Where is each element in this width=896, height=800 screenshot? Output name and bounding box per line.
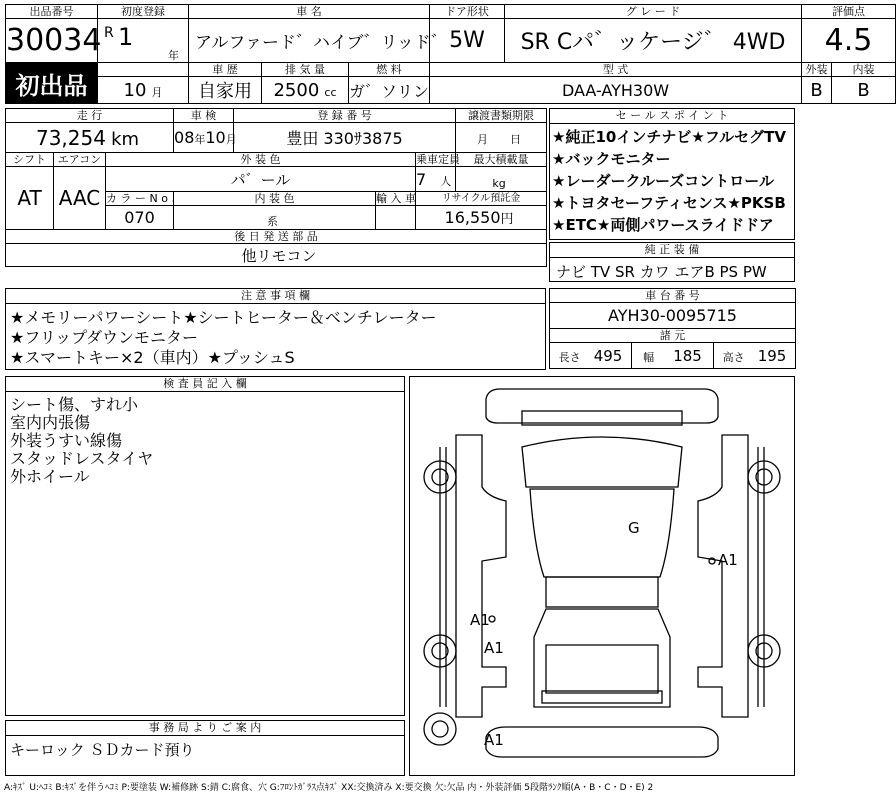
chassis-table bbox=[549, 288, 796, 369]
transfer-cell bbox=[456, 123, 547, 153]
history-label: 車 歴 bbox=[189, 63, 262, 77]
model-code: DAA-AYH30W bbox=[430, 77, 802, 104]
width: 185 bbox=[673, 347, 702, 365]
height: 195 bbox=[757, 347, 787, 365]
import-value bbox=[376, 206, 416, 230]
capacity-label: 乗車定員 bbox=[416, 153, 461, 166]
damage-mark-a1-left2: A1 bbox=[484, 639, 504, 657]
inspector-line: 外ホイール bbox=[10, 467, 90, 486]
inspection-year: 08 bbox=[174, 128, 195, 147]
office-text: キーロック ＳＤカード預り bbox=[10, 741, 195, 759]
recycle: 16,550 bbox=[444, 208, 501, 227]
recycle-label: リサイクル預託金 bbox=[416, 192, 547, 206]
cabin bbox=[546, 577, 658, 607]
damage-mark-a1-left: A1 bbox=[470, 611, 490, 629]
history: 自家用 bbox=[189, 77, 262, 104]
notes-box bbox=[5, 288, 546, 370]
inspection-month: 10 bbox=[205, 128, 226, 147]
damage-mark-a1-bottom: A1 bbox=[484, 731, 504, 749]
first-reg-year: 1 bbox=[118, 23, 134, 51]
notes-list bbox=[10, 308, 437, 368]
rear-cabin bbox=[534, 609, 670, 707]
door-handle bbox=[489, 616, 495, 622]
length: 495 bbox=[593, 347, 623, 365]
car-diagram-box bbox=[409, 376, 795, 776]
door-type: 5W bbox=[430, 19, 505, 63]
car-diagram bbox=[410, 377, 794, 775]
int-color-unit: 系 bbox=[267, 215, 279, 228]
ext-grade: B bbox=[802, 77, 832, 104]
mileage-label: 走 行 bbox=[6, 109, 174, 123]
inspector-box bbox=[5, 376, 405, 716]
recycle-cell bbox=[416, 206, 547, 230]
ac: AAC bbox=[54, 167, 106, 230]
lot-number: 30034 bbox=[6, 19, 98, 63]
displacement-label: 排 気 量 bbox=[262, 63, 349, 77]
inspector-label: 検 査 員 記 入 欄 bbox=[6, 377, 404, 392]
first-reg-cell bbox=[98, 19, 189, 63]
era: R bbox=[104, 25, 114, 41]
int-grade-label: 内装 bbox=[832, 63, 896, 77]
right-body bbox=[698, 435, 748, 717]
inspection-label: 車 検 bbox=[174, 109, 234, 123]
left-side-profile bbox=[440, 447, 446, 707]
ac-label: エアコン bbox=[54, 153, 106, 167]
payload-unit: kg bbox=[492, 177, 506, 190]
sales-point: ★純正10インチナビ★フルセグTV bbox=[552, 128, 787, 146]
width-cell bbox=[632, 343, 714, 369]
int-color-label: 内 装 色 bbox=[174, 192, 376, 206]
plate-number: 豊田 330ｻ3875 bbox=[234, 123, 456, 153]
delivery-label: 後 日 発 送 部 品 bbox=[6, 230, 547, 244]
car-name-label: 車 名 bbox=[189, 5, 430, 19]
note-line: ★メモリーパワーシート★シートヒーター＆ベンチレーター bbox=[10, 308, 437, 327]
roof bbox=[522, 437, 682, 487]
recycle-unit: 円 bbox=[500, 212, 514, 227]
delivery: 他リモコン bbox=[6, 244, 547, 267]
transfer-month-unit: 月 bbox=[477, 133, 489, 146]
office-label: 事 務 局 よ り ご 案 内 bbox=[6, 721, 404, 736]
equipment-value: ナビ TV SR カワ エアB PS PW bbox=[556, 263, 767, 281]
height-cell bbox=[714, 343, 796, 369]
note-line: ★スマートキー×2（車内）★プッシュS bbox=[10, 348, 295, 367]
int-color-cell bbox=[174, 206, 376, 230]
ext-color: パ゛ール bbox=[106, 167, 416, 192]
capacity-unit: 人 bbox=[440, 174, 452, 188]
inspector-line: シート傷、すれ小 bbox=[10, 395, 139, 414]
displacement: 2500 bbox=[273, 79, 320, 101]
right-side-profile bbox=[758, 447, 764, 707]
door-label: ドア形状 bbox=[430, 5, 505, 19]
dims-label: 諸 元 bbox=[550, 329, 796, 343]
equipment-box bbox=[549, 242, 795, 282]
vehicle-header-table bbox=[5, 4, 896, 104]
sales-point: ★バックモニター bbox=[552, 150, 671, 168]
payload-cell bbox=[456, 167, 547, 192]
color-no: 070 bbox=[106, 206, 174, 230]
first-listing-badge: 初出品 bbox=[6, 63, 98, 104]
grade-label: グ レ ー ド bbox=[505, 5, 802, 19]
mileage-cell bbox=[6, 123, 174, 153]
legend: A:ｷｽﾞ U:ﾍｺﾐ B:ｷｽﾞを伴うﾍｺﾐ P:要塗装 W:補修跡 S:錆 C:腐食、穴 G:ﾌﾛﾝﾄｶﾞﾗｽ点ｷｽﾞ XX:交換済み X:要交換 欠:欠品 内・外装評価 5段階ﾗﾝｸ順(A・B・C・D・E) 2 bbox=[4, 783, 654, 793]
shift: AT bbox=[6, 167, 54, 230]
transfer-day-unit: 日 bbox=[510, 133, 522, 146]
displacement-unit: cc bbox=[324, 85, 337, 99]
fuel-label: 燃 料 bbox=[349, 63, 430, 77]
sales-point: ★レーダークルーズコントロール bbox=[552, 172, 774, 190]
payload-label: 最大積載量 bbox=[456, 153, 547, 167]
sales-points-box bbox=[549, 108, 795, 240]
ext-grade-label: 外装 bbox=[802, 63, 832, 77]
inspection-cell bbox=[174, 123, 237, 153]
mileage-unit: km bbox=[111, 128, 140, 150]
inspector-list bbox=[10, 396, 153, 486]
length-cell bbox=[550, 343, 632, 369]
displacement-cell bbox=[262, 77, 349, 104]
inspector-line: 外装うすい線傷 bbox=[10, 431, 123, 450]
capacity: 7 bbox=[416, 169, 427, 189]
first-reg-label: 初度登録 bbox=[98, 5, 189, 19]
inspection-month-unit: 月 bbox=[225, 133, 237, 146]
car-name: アルファード゛ハイブ゛リッド゛ bbox=[189, 19, 430, 63]
capacity-cell bbox=[416, 167, 456, 192]
vehicle-details-table bbox=[5, 108, 547, 267]
transfer-label: 譲渡書類期限 bbox=[456, 109, 547, 123]
length-label: 長さ bbox=[558, 351, 581, 364]
front-bumper bbox=[486, 389, 718, 423]
office-box bbox=[5, 720, 405, 776]
rear-window bbox=[546, 645, 658, 693]
windshield bbox=[530, 489, 674, 577]
first-reg-month-cell bbox=[98, 77, 189, 104]
sales-point: ★ETC★両側パワースライドドア bbox=[552, 216, 774, 234]
spare-wheel-inner bbox=[432, 721, 448, 737]
model-label: 型 式 bbox=[430, 63, 802, 77]
sales-point: ★トヨタセーフティセンス★PKSB bbox=[552, 194, 786, 212]
note-line: ★フリップダウンモニター bbox=[10, 328, 198, 347]
month-unit: 月 bbox=[151, 85, 163, 99]
inspection-year-unit: 年 bbox=[194, 133, 206, 146]
chassis-label: 車 台 番 号 bbox=[550, 289, 796, 303]
import-label: 輸 入 車 bbox=[376, 192, 417, 205]
inspector-line: 室内内張傷 bbox=[10, 413, 91, 432]
damage-mark-g: G bbox=[628, 519, 640, 537]
damage-mark-a1-right: A1 bbox=[718, 551, 738, 569]
score-label: 評価点 bbox=[802, 5, 896, 19]
left-body bbox=[456, 435, 506, 717]
lot-label: 出品番号 bbox=[6, 5, 98, 19]
int-grade: B bbox=[832, 77, 896, 104]
width-label: 幅 bbox=[643, 351, 655, 364]
year-unit: 年 bbox=[168, 49, 179, 62]
equipment-label: 純 正 装 備 bbox=[550, 243, 794, 258]
plate-label: 登 録 番 号 bbox=[234, 109, 456, 123]
color-no-label: カ ラ ー N o . bbox=[106, 192, 175, 205]
mileage: 73,254 bbox=[35, 125, 106, 150]
first-reg-spacer bbox=[98, 63, 189, 77]
score: 4.5 bbox=[802, 19, 896, 63]
notes-label: 注 意 事 項 欄 bbox=[6, 289, 545, 304]
height-label: 高さ bbox=[722, 351, 745, 364]
inspector-line: スタッドレスタイヤ bbox=[10, 449, 154, 468]
shift-label: シフト bbox=[6, 153, 54, 167]
sales-points-list bbox=[552, 126, 786, 236]
ext-color-label: 外 装 色 bbox=[106, 153, 416, 167]
fuel: ガ゛ソリン bbox=[349, 77, 430, 104]
spare-wheel bbox=[424, 713, 456, 745]
grade: SR Cパ゛ッケージ゛ 4WD bbox=[505, 19, 802, 63]
first-reg-month: 10 bbox=[123, 79, 147, 101]
chassis-number: AYH30-0095715 bbox=[550, 303, 796, 329]
sales-points-label: セ ー ル ス ポ イ ン ト bbox=[550, 109, 794, 124]
rear-bumper bbox=[486, 727, 718, 757]
